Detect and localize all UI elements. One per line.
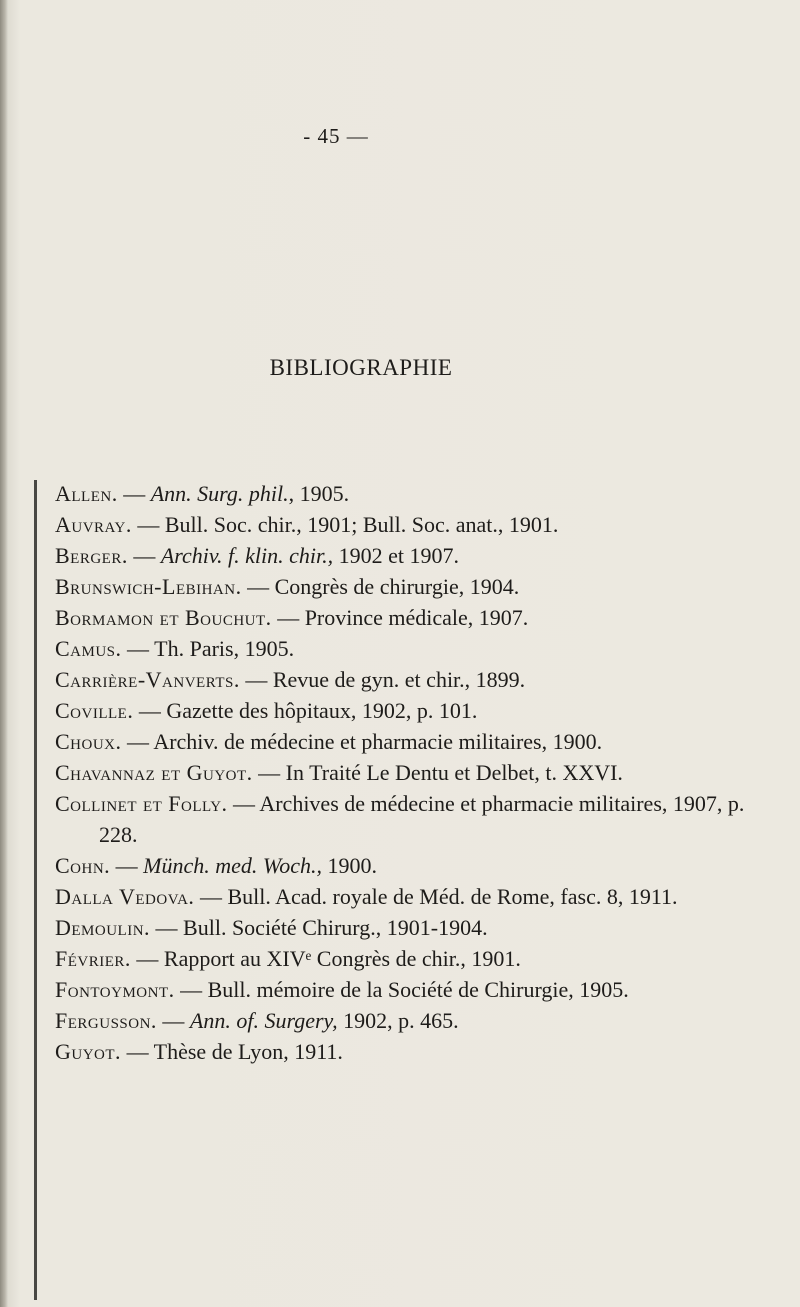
entry-author: Guyot. [55, 1039, 122, 1064]
entry-separator: — [174, 977, 208, 1002]
bibliography-entry [55, 1005, 785, 1036]
entry-italic-title: Archiv. f. klin. chir., [160, 543, 334, 568]
entry-text: Rapport au XIVᵉ Congrès de chir., 1901. [163, 946, 521, 971]
entry-text: Bull. Société Chirurg., 1901-1904. [183, 915, 488, 940]
entry-italic-title: Ann. Surg. phil. [150, 481, 289, 506]
entry-text: 1902, p. 465. [337, 1008, 459, 1033]
entry-text: 1900. [322, 853, 377, 878]
entry-separator: — [239, 667, 273, 692]
entry-text: Th. Paris, 1905. [154, 636, 295, 661]
bibliography-entry [55, 726, 785, 757]
bibliography-entry [55, 788, 785, 850]
entry-text: Bull. mémoire de la Société de Chirurgie, 1905. [207, 977, 629, 1002]
entry-author: Berger. [55, 543, 128, 568]
entry-separator: — [121, 636, 155, 661]
entry-author: Chavannaz et Guyot. [55, 760, 253, 785]
entry-text: Bull. Acad. royale de Méd. de Rome, fasc. 8, 1911. [227, 884, 678, 909]
bibliography-entry [55, 602, 785, 633]
entry-separator: — [194, 884, 228, 909]
entry-text: Congrès de chirurgie, 1904. [274, 574, 520, 599]
entry-separator: — [271, 605, 305, 630]
entry-text: Archiv. de médecine et pharmacie militaires, 1900. [153, 729, 603, 754]
entry-separator: — [110, 853, 144, 878]
entry-author: Bormamon et Bouchut. [55, 605, 272, 630]
entry-author: Dalla Vedova. [55, 884, 195, 909]
entry-separator: — [121, 729, 154, 754]
entry-text: Bull. Soc. chir., 1901; Bull. Soc. anat., 1901. [164, 512, 559, 537]
entry-separator: — [241, 574, 275, 599]
bibliography-entry [55, 478, 785, 509]
entry-separator: — [117, 481, 151, 506]
bibliography-entry [55, 757, 785, 788]
bibliography-entry [55, 1036, 785, 1067]
entry-author: Choux. [55, 729, 122, 754]
entry-author: Coville. [55, 698, 134, 723]
entry-author: Camus. [55, 636, 122, 661]
entry-separator: — [156, 1008, 190, 1033]
entry-text: Revue de gyn. et chir., 1899. [272, 667, 526, 692]
bibliography-entry [55, 943, 785, 974]
binding-edge [0, 0, 8, 1307]
entry-text: , 1905. [288, 481, 350, 506]
entry-separator: — [252, 760, 286, 785]
entry-text: In Traité Le Dentu et Delbet, t. XXVI. [285, 760, 623, 785]
page-number: - 45 — [303, 124, 369, 148]
bibliography-entry [55, 850, 785, 881]
entry-author: Fergusson. [55, 1008, 157, 1033]
entry-separator: — [150, 915, 184, 940]
entry-text: Gazette des hôpitaux, 1902, p. 101. [166, 698, 478, 723]
entry-author: Cohn. [55, 853, 111, 878]
entry-author: Demoulin. [55, 915, 151, 940]
bibliography-entry [55, 571, 785, 602]
bibliography-entry [55, 633, 785, 664]
entry-separator: — [227, 791, 260, 816]
entry-author: Février. [55, 946, 131, 971]
entry-author: Brunswich-Lebihan. [55, 574, 242, 599]
entry-separator: — [133, 698, 167, 723]
entry-italic-title: Ann. of. Surgery, [189, 1008, 338, 1033]
entry-author: Auvray. [55, 512, 132, 537]
entry-text: Province médicale, 1907. [304, 605, 529, 630]
entry-italic-title: Münch. med. Woch., [143, 853, 322, 878]
entry-text: Thèse de Lyon, 1911. [153, 1039, 343, 1064]
entry-text: Archives de médecine et pharmacie militaires, 1907, p. 228. [99, 791, 745, 847]
entry-separator: — [131, 512, 165, 537]
entry-author: Carrière-Vanverts. [55, 667, 240, 692]
bibliography-list [55, 478, 785, 1067]
bibliography-entry [55, 695, 785, 726]
bibliography-entry [55, 540, 785, 571]
entry-separator: — [130, 946, 164, 971]
bibliography-entry [55, 664, 785, 695]
section-heading: BIBLIOGRAPHIE [269, 355, 453, 380]
entry-author: Collinet et Folly. [55, 791, 228, 816]
entry-author: Allen. [55, 481, 118, 506]
margin-rule [34, 480, 37, 1300]
bibliography-entry [55, 912, 785, 943]
bibliography-entry [55, 881, 785, 912]
entry-separator: — [127, 543, 161, 568]
bibliography-entry [55, 509, 785, 540]
entry-text: 1902 et 1907. [333, 543, 460, 568]
entry-separator: — [121, 1039, 154, 1064]
entry-author: Fontoymont. [55, 977, 175, 1002]
bibliography-entry [55, 974, 785, 1005]
